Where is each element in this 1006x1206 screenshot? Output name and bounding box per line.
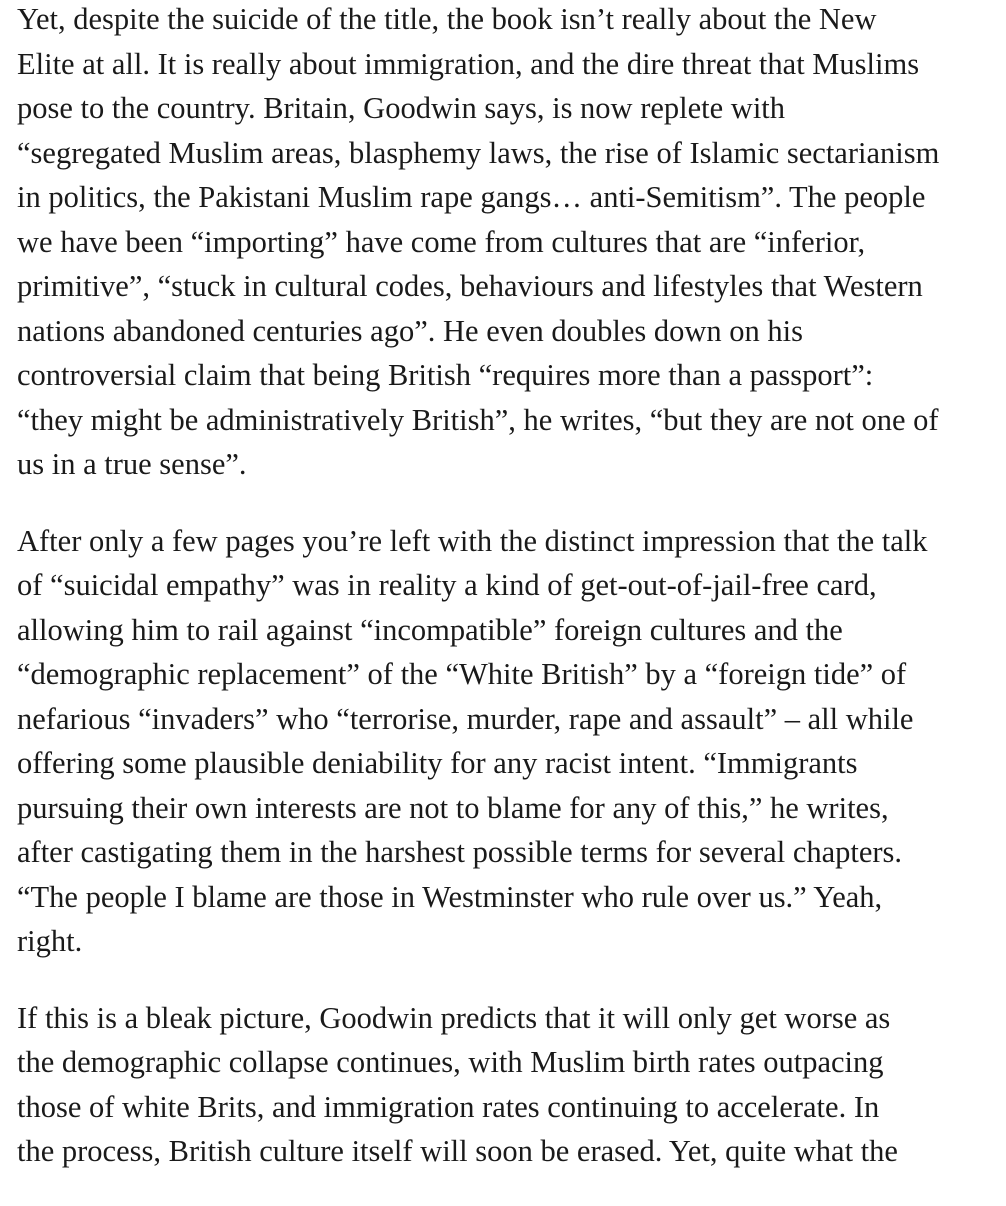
paragraph-3 — [17, 996, 992, 1174]
text-line: in politics, the Pakistani Muslim rape gangs… anti-Semitism”. The people — [17, 180, 926, 214]
text-line: “demographic replacement” of the “White British” by a “foreign tide” of — [17, 657, 907, 691]
article-body — [17, 0, 992, 1206]
text-line: Yet, despite the suicide of the title, the book isn’t really about the New — [17, 2, 877, 36]
text-line: us in a true sense”. — [17, 447, 247, 481]
text-line: “The people I blame are those in Westminster who rule over us.” Yeah, — [17, 879, 883, 914]
text-line: Elite at all. It is really about immigration, and the dire threat that Muslims — [17, 46, 920, 81]
text-line: pose to the country. Britain, Goodwin says, is now replete with — [17, 91, 786, 125]
text-line: of “suicidal empathy” was in reality a kind of get-out-of-jail-free card, — [17, 568, 877, 602]
text-line: controversial claim that being British “requires more than a passport”: — [17, 358, 874, 392]
text-line: offering some plausible deniability for any racist intent. “Immigrants — [17, 746, 858, 780]
text-line: allowing him to rail against “incompatible” foreign cultures and the — [17, 612, 843, 647]
text-line: those of white Brits, and immigration rates continuing to accelerate. In — [17, 1089, 880, 1124]
text-line: primitive”, “stuck in cultural codes, behaviours and lifestyles that Western — [17, 269, 923, 303]
text-line: the demographic collapse continues, with Muslim birth rates outpacing — [17, 1045, 884, 1079]
paragraph-2 — [17, 519, 992, 964]
text-line: “segregated Muslim areas, blasphemy laws, the rise of Islamic sectarianism — [17, 135, 940, 170]
text-line: right. — [17, 924, 83, 958]
text-line: If this is a bleak picture, Goodwin predicts that it will only get worse as — [17, 1000, 891, 1035]
text-line: the process, British culture itself will soon be erased. Yet, quite what the — [17, 1134, 898, 1168]
text-line: nations abandoned centuries ago”. He even doubles down on his — [17, 313, 804, 348]
text-line: pursuing their own interests are not to blame for any of this,” he writes, — [17, 790, 889, 825]
text-line: nefarious “invaders” who “terrorise, murder, rape and assault” – all while — [17, 701, 914, 736]
text-line: “they might be administratively British”, he writes, “but they are not one of — [17, 402, 939, 437]
text-line: we have been “importing” have come from cultures that are “inferior, — [17, 224, 866, 259]
paragraph-1 — [17, 0, 992, 487]
text-line: After only a few pages you’re left with the distinct impression that the talk — [17, 523, 928, 558]
text-line: after castigating them in the harshest possible terms for several chapters. — [17, 835, 903, 869]
